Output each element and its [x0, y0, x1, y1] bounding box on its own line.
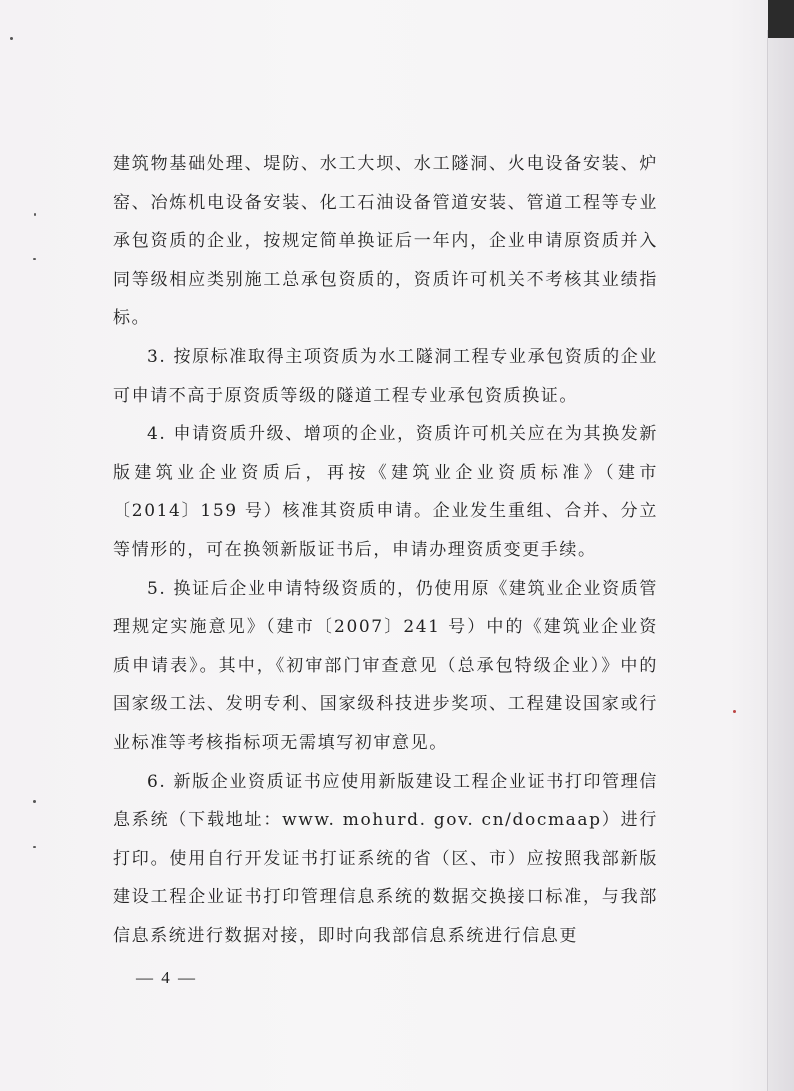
scan-speck: [10, 37, 13, 40]
paragraph-continuation: 建筑物基础处理、堤防、水工大坝、水工隧洞、火电设备安装、炉窑、冶炼机电设备安装、化工石油设备管道安装、管道工程等专业承包资质的企业，按规定简单换证后一年内，企业申请原资质并入同等级相应类别施工总承包资质的，资质许可机关不考核其业绩指标。: [113, 154, 658, 329]
scan-speck: [33, 800, 36, 803]
scan-speck: [33, 846, 36, 848]
paragraph-item-4: 4. 申请资质升级、增项的企业，资质许可机关应在为其换发新版建筑业企业资质后，再按《建筑业企业资质标准》（建市〔2014〕159 号）核准其资质申请。企业发生重组、合并、分立等情形的，可在换领新版证书后，申请办理资质变更手续。: [113, 424, 658, 560]
scan-speck: [33, 258, 36, 260]
scan-speck: [34, 213, 36, 216]
paragraph-item-6: 6. 新版企业资质证书应使用新版建设工程企业证书打印管理信息系统（下载地址：www. mohurd. gov. cn/docmaap）进行打印。使用自行开发证书打证系统的省（区、市）应按照我部新版建设工程企业证书打印管理信息系统的数据交换接口标准，与我部信息系统进行数据对接，即时向我部信息系统进行信息更: [113, 771, 658, 946]
scan-speck: [733, 710, 736, 713]
paragraph-item-5: 5. 换证后企业申请特级资质的，仍使用原《建筑业企业资质管理规定实施意见》（建市〔2007〕241 号）中的《建筑业企业资质申请表》。其中，《初审部门审查意见（总承包特级企业）》中的国家级工法、发明专利、国家级科技进步奖项、工程建设国家或行业标准等考核指标项无需填写初审意见。: [113, 578, 658, 753]
paragraph-item-3: 3. 按原标准取得主项资质为水工隧洞工程专业承包资质的企业可申请不高于原资质等级的隧道工程专业承包资质换证。: [113, 346, 658, 406]
scan-corner-shadow: [768, 0, 794, 38]
page-edge: [767, 30, 794, 1091]
document-body: [113, 145, 658, 955]
page-number: — 4 —: [136, 968, 197, 987]
